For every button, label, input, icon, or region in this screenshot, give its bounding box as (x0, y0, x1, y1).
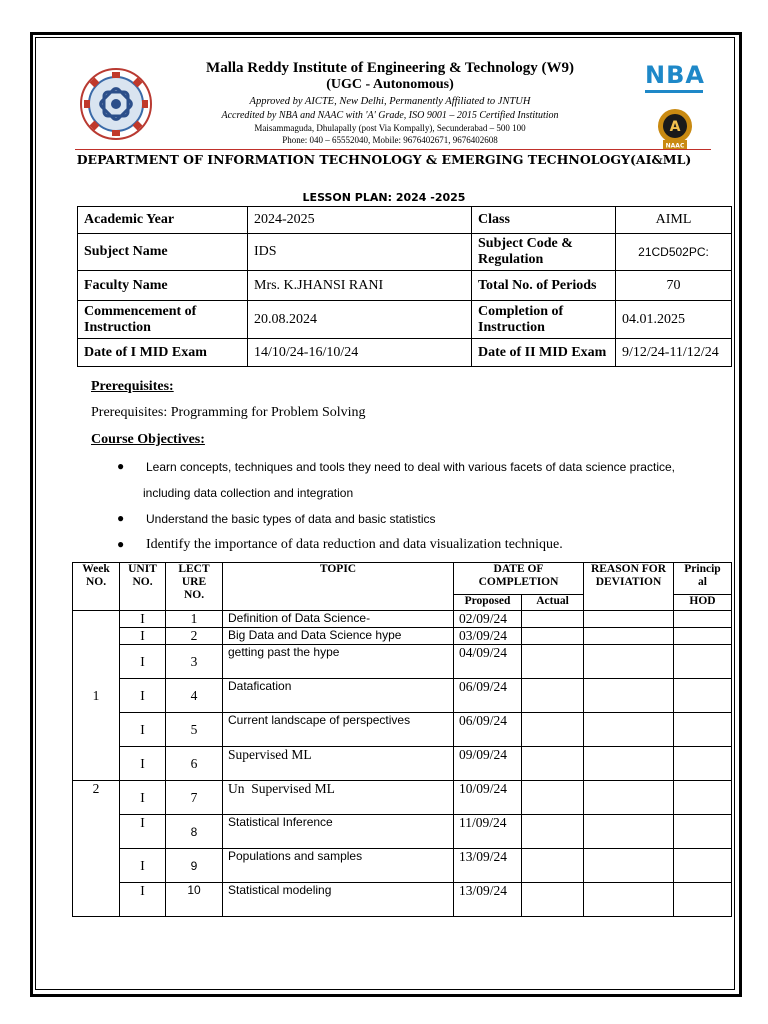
objective-item: Understand the basic types of data and basic statistics (146, 512, 436, 526)
objective-item: Identify the importance of data reduction and data visualization technique. (146, 537, 563, 552)
reason-header: REASON FOR DEVIATION (584, 563, 674, 611)
bullet-icon: ● (117, 511, 125, 525)
unit-cell: I (120, 815, 166, 849)
bullet-icon: ● (117, 459, 125, 473)
mid1-value: 14/10/24-16/10/24 (248, 339, 472, 367)
lesson-plan-title: LESSON PLAN: 2024 -2025 (302, 191, 466, 204)
address-line: Maisammaguda, Dhulapally (post Via Kompally), Secunderabad – 500 100 (254, 123, 526, 133)
subject-code-label: Subject Code & Regulation (472, 234, 616, 271)
topic-cell: Big Data and Data Science hype (223, 628, 454, 645)
proposed-cell: 13/09/24 (454, 883, 522, 917)
table-row (73, 679, 732, 713)
table-row (73, 781, 732, 815)
autonomy-status: (UGC - Autonomous) (326, 77, 454, 92)
mid2-label: Date of II MID Exam (472, 339, 616, 367)
approval-line: Approved by AICTE, New Delhi, Permanently Affiliated to JNTUH (249, 96, 531, 107)
date-header: DATE OF COMPLETION (454, 563, 584, 595)
unit-cell: I (120, 781, 166, 815)
lecture-cell: 8 (166, 815, 223, 849)
class-value: AIML (616, 207, 732, 234)
naac-a-grade-icon (653, 106, 697, 150)
week-cell: 2 (73, 781, 120, 917)
unit-cell: I (120, 611, 166, 628)
topic-cell: Definition of Data Science- (223, 611, 454, 628)
week-cell: 1 (73, 611, 120, 781)
subject-name-label: Subject Name (78, 234, 248, 271)
proposed-header: Proposed (454, 595, 522, 611)
lecture-cell: 3 (166, 645, 223, 679)
bullet-icon: ● (117, 537, 125, 551)
institute-name: Malla Reddy Institute of Engineering & Technology (W9) (206, 60, 574, 76)
unit-cell: I (120, 883, 166, 917)
proposed-cell: 10/09/24 (454, 781, 522, 815)
subject-name-value: IDS (248, 234, 472, 271)
nba-logo (645, 62, 709, 102)
table-row (73, 747, 732, 781)
proposed-cell: 06/09/24 (454, 679, 522, 713)
prerequisites-text: Prerequisites: Programming for Problem Solving (91, 405, 366, 420)
prerequisites-heading: Prerequisites: (91, 379, 174, 394)
header-rule (75, 149, 711, 150)
week-header: Week NO. (73, 563, 120, 611)
table-row (73, 849, 732, 883)
periods-label: Total No. of Periods (472, 271, 616, 301)
subject-code-value: 21CD502PC: (616, 234, 732, 271)
accreditation-line: Accredited by NBA and NAAC with 'A' Grade, ISO 9001 – 2015 Certified Institution (221, 110, 559, 121)
table-row (73, 713, 732, 747)
svg-text:A: A (669, 119, 681, 135)
actual-header: Actual (522, 595, 584, 611)
lecture-cell: 10 (166, 883, 223, 917)
proposed-cell: 02/09/24 (454, 611, 522, 628)
unit-cell: I (120, 713, 166, 747)
objective-item: Learn concepts, techniques and tools they need to deal with various facets of data science practice, (146, 460, 675, 474)
commencement-value: 20.08.2024 (248, 301, 472, 339)
proposed-cell: 09/09/24 (454, 747, 522, 781)
hod-header: HOD (674, 595, 732, 611)
topic-cell: getting past the hype (223, 645, 454, 679)
proposed-cell: 06/09/24 (454, 713, 522, 747)
lecture-cell: 4 (166, 679, 223, 713)
academic-year-value: 2024-2025 (248, 207, 472, 234)
lecture-header: LECT URE NO. (166, 563, 223, 611)
commencement-label: Commencement of Instruction (78, 301, 248, 339)
topic-cell: Statistical modeling (223, 883, 454, 917)
proposed-cell: 04/09/24 (454, 645, 522, 679)
completion-value: 04.01.2025 (616, 301, 732, 339)
academic-year-label: Academic Year (78, 207, 248, 234)
objective-item-continued: including data collection and integration (143, 486, 354, 500)
topic-cell: Statistical Inference (223, 815, 454, 849)
lecture-cell: 1 (166, 611, 223, 628)
lecture-cell: 5 (166, 713, 223, 747)
topic-cell: Current landscape of perspectives (223, 713, 454, 747)
lecture-cell: 2 (166, 628, 223, 645)
topic-cell: Supervised ML (223, 747, 454, 781)
table-row (73, 645, 732, 679)
unit-cell: I (120, 645, 166, 679)
table-row (73, 628, 732, 645)
proposed-cell: 11/09/24 (454, 815, 522, 849)
completion-label: Completion of Instruction (472, 301, 616, 339)
nba-logo-text: NBA (645, 61, 705, 89)
principal-header: Princip al (674, 563, 732, 595)
faculty-value: Mrs. K.JHANSI RANI (248, 271, 472, 301)
contact-line: Phone: 040 – 65552040, Mobile: 9676402671, 9676402608 (282, 135, 498, 145)
table-row (73, 815, 732, 849)
unit-cell: I (120, 849, 166, 883)
objectives-heading: Course Objectives: (91, 432, 205, 447)
faculty-label: Faculty Name (78, 271, 248, 301)
mid2-value: 9/12/24-11/12/24 (616, 339, 732, 367)
class-label: Class (472, 207, 616, 234)
table-row (73, 611, 732, 628)
unit-cell: I (120, 679, 166, 713)
topic-cell: Un Supervised ML (223, 781, 454, 815)
topic-cell: Populations and samples (223, 849, 454, 883)
table-row (73, 883, 732, 917)
unit-cell: I (120, 628, 166, 645)
naac-logo-text: NAAC (665, 142, 685, 150)
proposed-cell: 03/09/24 (454, 628, 522, 645)
unit-header: UNIT NO. (120, 563, 166, 611)
course-info-table (77, 206, 732, 367)
periods-value: 70 (616, 271, 732, 301)
lecture-cell: 7 (166, 781, 223, 815)
department-title: DEPARTMENT OF INFORMATION TECHNOLOGY & EMERGING TECHNOLOGY(AI&ML) (76, 152, 692, 167)
unit-cell: I (120, 747, 166, 781)
topic-cell: Datafication (223, 679, 454, 713)
lecture-cell: 6 (166, 747, 223, 781)
mid1-label: Date of I MID Exam (78, 339, 248, 367)
topic-header: TOPIC (223, 563, 454, 611)
lesson-plan-table (72, 562, 732, 917)
proposed-cell: 13/09/24 (454, 849, 522, 883)
letterhead (75, 56, 705, 151)
lecture-cell: 9 (166, 849, 223, 883)
